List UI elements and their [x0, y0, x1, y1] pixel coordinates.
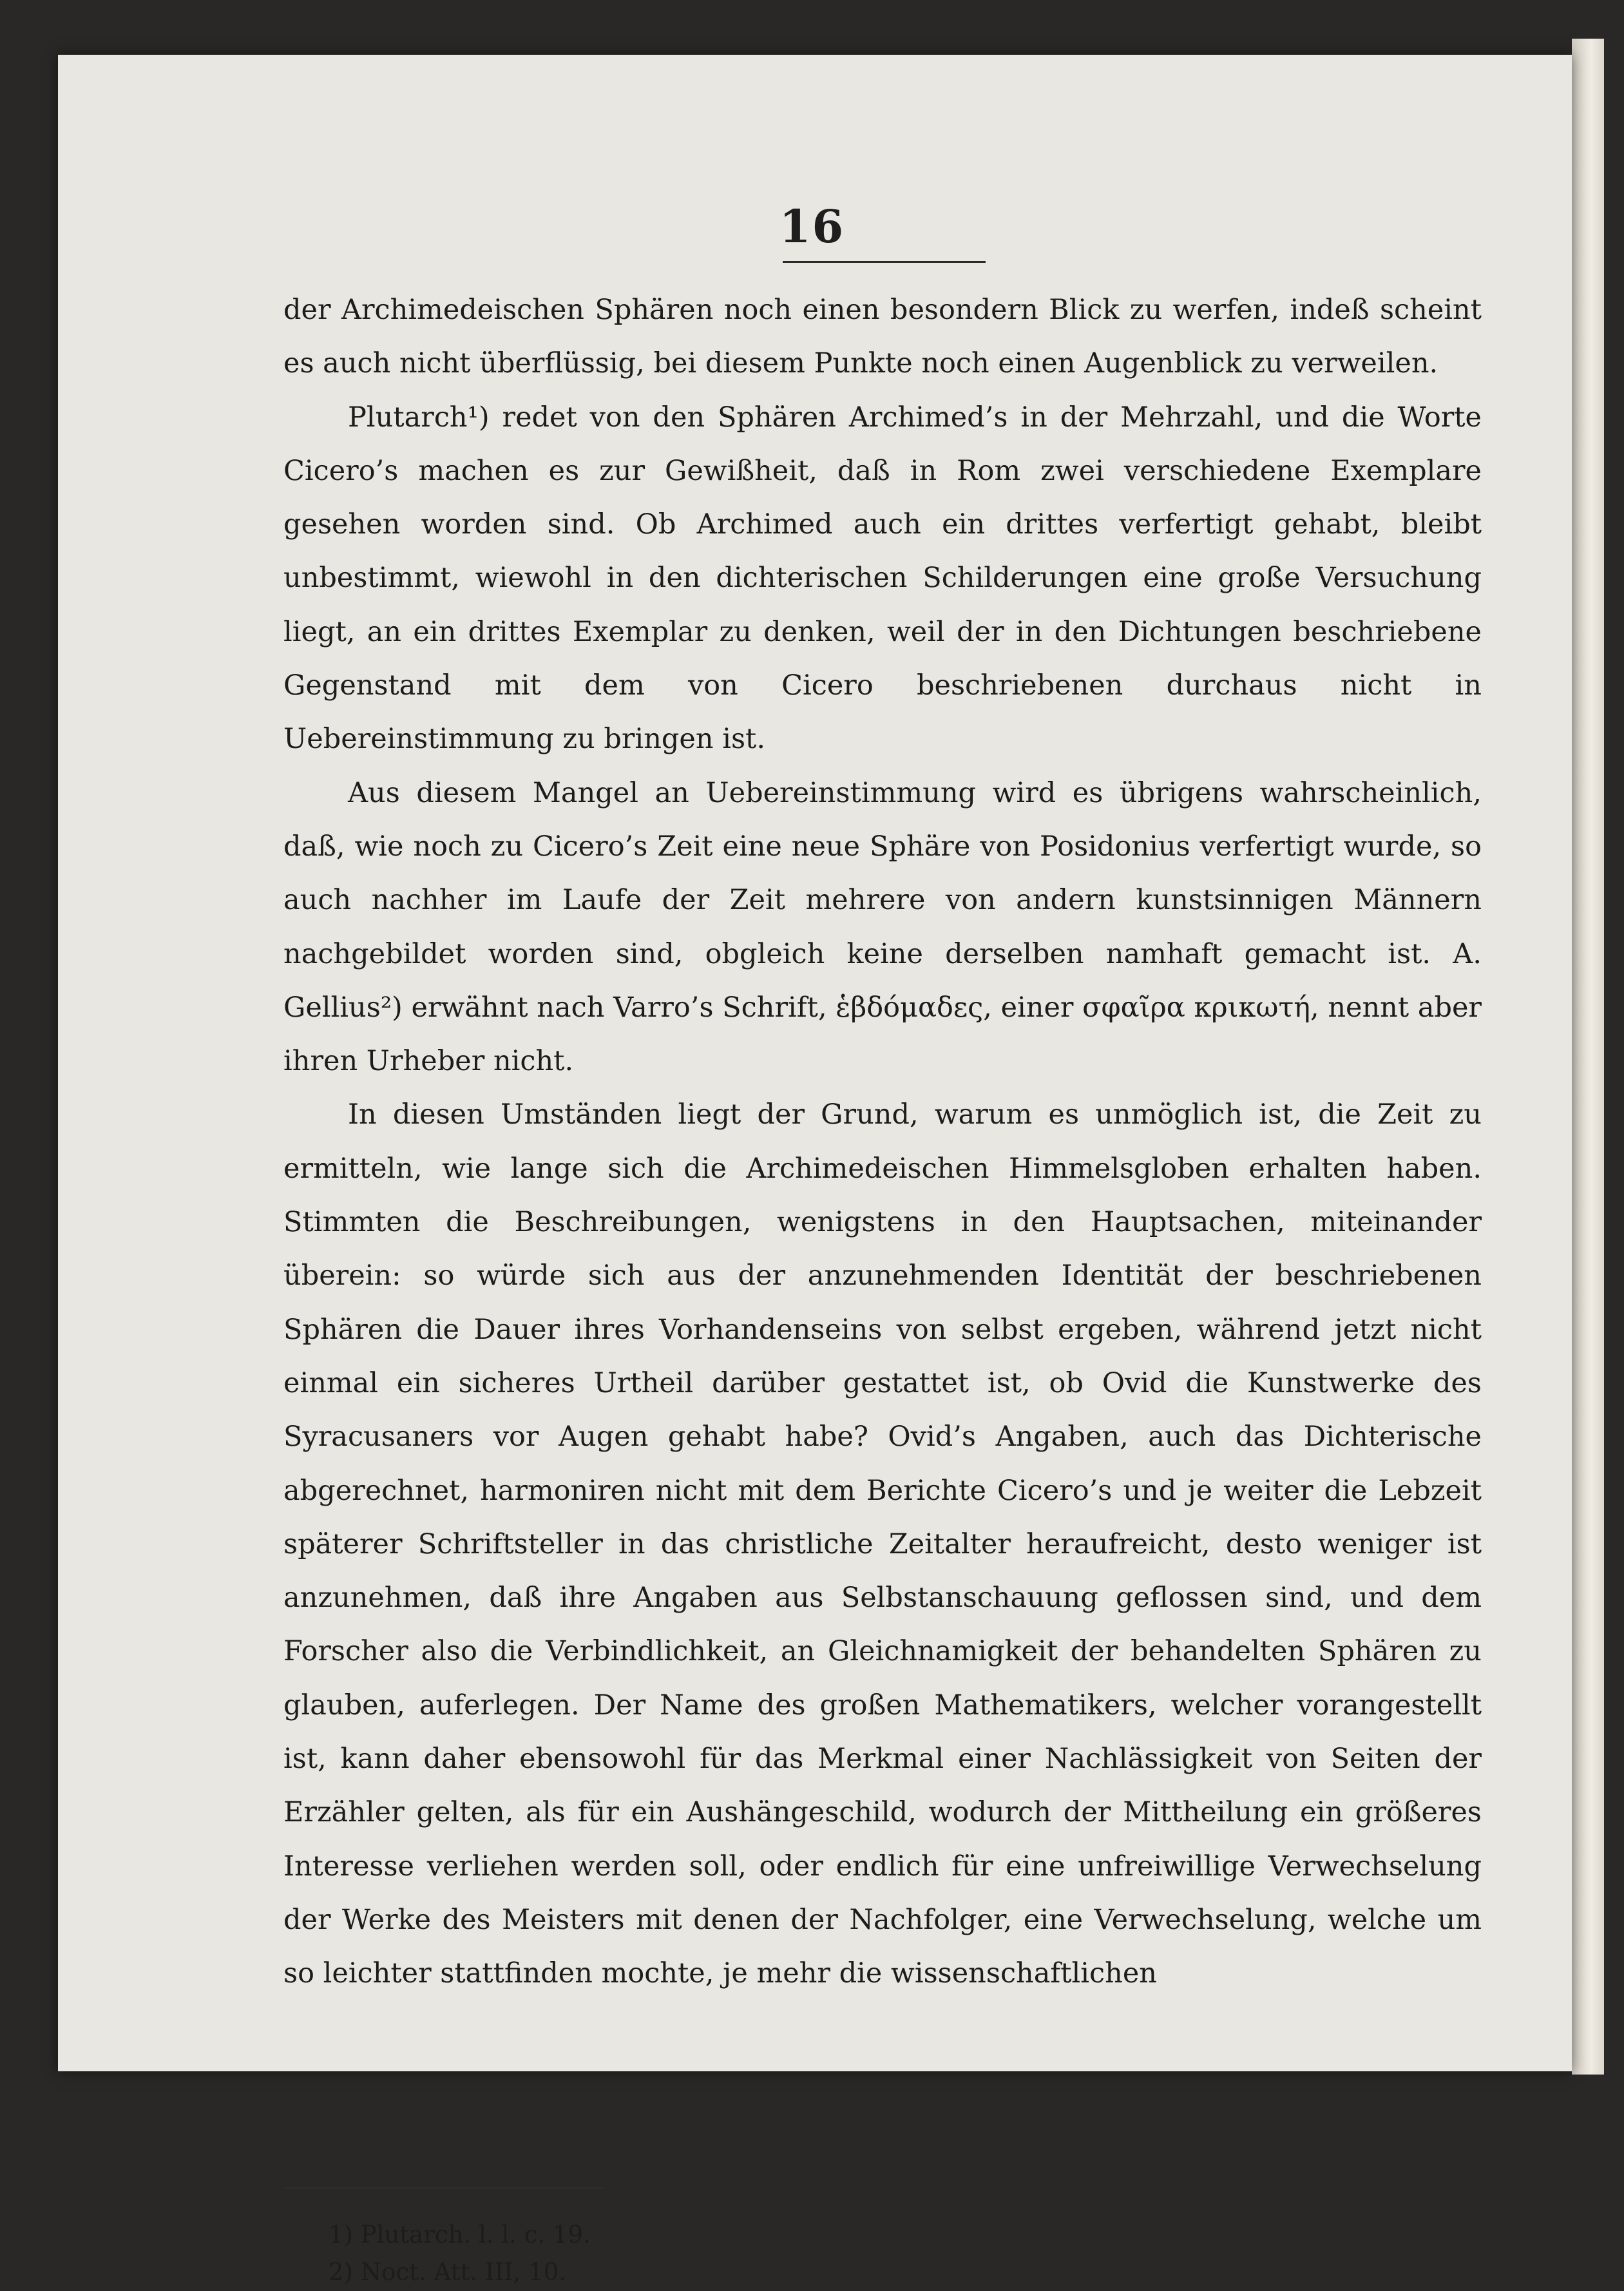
footnote-rule — [283, 2187, 606, 2189]
footnote-2: 2) Noct. Att. III, 10. — [329, 2258, 567, 2286]
paragraph-3: Aus diesem Mangel an Uebereinstimmung wird es übrigens wahrscheinlich, daß, wie noch zu Cicero’s Zeit eine neue Sphäre von Posidonius verfertigt wurde, so auch nachher im Laufe der Zeit mehrere von andern kunstsinnigen Männern nachgebildet worden sind, obgleich keine derselben namhaft gemacht ist. A. Gellius²) erwähnt nach Varro’s Schrift, ἑβδόμαδες, einer σφαῖρα κρικωτή, nennt aber ihren Urheber nicht. — [283, 776, 1482, 1078]
adjacent-page-edge — [1572, 39, 1604, 2075]
page-number: 16 — [779, 200, 845, 253]
paragraph-2: Plutarch¹) redet von den Sphären Archimed’s in der Mehrzahl, und die Worte Cicero’s machen es zur Gewißheit, daß in Rom zwei verschiedene Exemplare gesehen worden sind. Ob Archimed auch ein drittes verfertigt gehabt, bleibt unbestimmt, wiewohl in den dichterischen Schilderungen eine große Versuchung liegt, an ein drittes Exemplar zu denken, weil der in den Dichtungen beschriebene Gegenstand mit dem von Cicero beschriebenen durchaus nicht in Uebereinstimmung zu bringen ist. — [283, 401, 1482, 756]
footnotes — [329, 2216, 591, 2291]
body-text — [283, 283, 1482, 2001]
paragraph-1: der Archimedeischen Sphären noch einen besondern Blick zu werfen, indeß scheint es auch nicht überflüssig, bei diesem Punkte noch einen Augenblick zu verweilen. — [283, 294, 1482, 380]
page-number-rule — [783, 261, 986, 263]
paragraph-4: In diesen Umständen liegt der Grund, warum es unmöglich ist, die Zeit zu ermitteln, wie lange sich die Archimedeischen Himmelsgloben erhalten haben. Stimmten die Beschreibungen, wenigstens in den Hauptsachen, miteinander überein: so würde sich aus der anzunehmenden Identität der beschriebenen Sphären die Dauer ihres Vorhandenseins von selbst ergeben, während jetzt nicht einmal ein sicheres Urtheil darüber gestattet ist, ob Ovid die Kunstwerke des Syracusaners vor Augen gehabt habe? Ovid’s Angaben, auch das Dichterische abgerechnet, harmoniren nicht mit dem Berichte Cicero’s und je weiter die Lebzeit späterer Schriftsteller in das christliche Zeitalter heraufreicht, desto weniger ist anzunehmen, daß ihre Angaben aus Selbstanschauung geflossen sind, und dem Forscher also die Verbindlichkeit, an Gleichnamigkeit der behandelten Sphären zu glauben, auferlegen. Der Name des großen Mathematikers, welcher vorangestellt ist, kann daher ebensowohl für das Merkmal einer Nachlässigkeit von Seiten der Erzähler gelten, als für ein Aushängeschild, wodurch der Mittheilung ein größeres Interesse verliehen werden soll, oder endlich für eine unfreiwillige Verwechselung der Werke des Meisters mit denen der Nachfolger, eine Verwechselung, welche um so leichter stattfinden mochte, je mehr die wissenschaftlichen — [283, 1098, 1482, 1990]
footnote-1: 1) Plutarch. l. l. c. 19. — [329, 2221, 591, 2248]
